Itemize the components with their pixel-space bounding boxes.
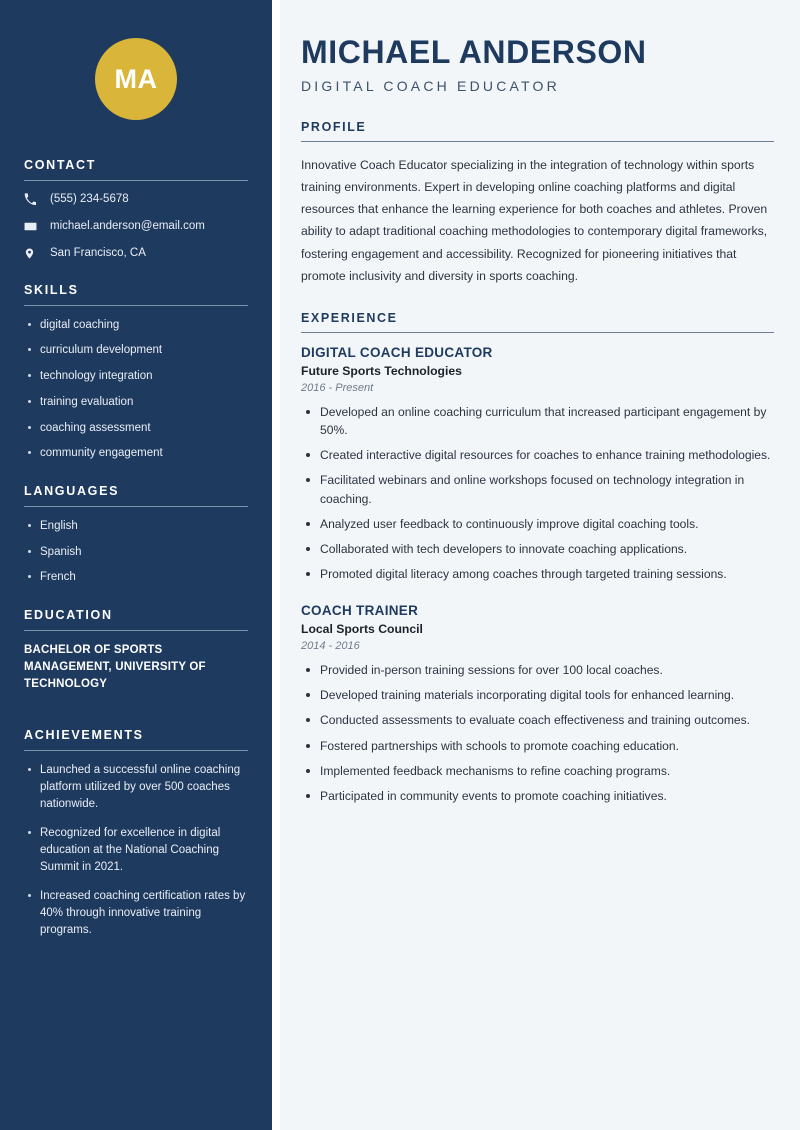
achievements-list <box>24 762 248 939</box>
sidebar-section-languages <box>24 484 248 586</box>
skills-heading: SKILLS <box>24 282 79 297</box>
experience-heading: EXPERIENCE <box>301 311 398 326</box>
profile-text: Innovative Coach Educator specializing in the integration of technology within sports training environments. Expert in developing online coaching platforms and digital resources that enhance the learning experience for both coaches and athletes. Proven ability to adapt traditional coaching methodologies to contemporary digital frameworks, fostering engagement and accessibility. Recognized for pioneering initiatives that promote inclusivity and diversity in sports coaching. <box>301 157 768 283</box>
list-item: Increased coaching certification rates by 40% through innovative training programs. <box>24 888 248 939</box>
experience-dates: 2016 - Present <box>301 382 374 395</box>
list-item: French <box>24 569 248 586</box>
contact-email-value: michael.anderson@email.com <box>50 219 205 232</box>
experience-title: COACH TRAINER <box>301 603 419 619</box>
sidebar-section-achievements <box>24 728 248 939</box>
list-item: Created interactive digital resources for coaches to enhance training methodologies. <box>301 446 774 464</box>
experience-company: Future Sports Technologies <box>301 364 462 379</box>
education-heading: EDUCATION <box>24 607 113 622</box>
page-title: MICHAEL ANDERSON <box>301 34 647 70</box>
main-content <box>280 0 800 1130</box>
avatar-container <box>24 0 248 158</box>
achievements-heading: ACHIEVEMENTS <box>24 727 144 742</box>
skills-list <box>24 317 248 462</box>
list-item: Recognized for excellence in digital education at the National Coaching Summit in 2021. <box>24 825 248 876</box>
list-item: Developed training materials incorporating digital tools for enhanced learning. <box>301 686 774 704</box>
list-item: Analyzed user feedback to continuously improve digital coaching tools. <box>301 515 774 533</box>
achievements-divider <box>24 750 248 751</box>
education-divider <box>24 630 248 631</box>
experience-entry <box>301 603 774 805</box>
list-item: Promoted digital literacy among coaches through targeted training sessions. <box>301 565 774 583</box>
contact-row-email <box>24 219 248 234</box>
main-section-experience <box>301 311 774 805</box>
experience-dates: 2014 - 2016 <box>301 640 360 653</box>
contact-divider <box>24 180 248 181</box>
languages-heading: LANGUAGES <box>24 483 120 498</box>
list-item: Fostered partnerships with schools to promote coaching education. <box>301 737 774 755</box>
list-item: Spanish <box>24 544 248 561</box>
list-item: Developed an online coaching curriculum that increased participant engagement by 50%. <box>301 403 774 439</box>
languages-divider <box>24 506 248 507</box>
list-item: digital coaching <box>24 317 248 334</box>
languages-list <box>24 518 248 586</box>
contact-heading: CONTACT <box>24 158 97 172</box>
list-item: Implemented feedback mechanisms to refine coaching programs. <box>301 762 774 780</box>
sidebar <box>0 0 272 1130</box>
avatar: MA <box>95 38 177 120</box>
contact-row-phone <box>24 192 248 207</box>
list-item: Facilitated webinars and online workshops focused on technology integration in coaching. <box>301 471 774 507</box>
experience-company: Local Sports Council <box>301 622 423 637</box>
list-item: community engagement <box>24 445 248 462</box>
list-item: English <box>24 518 248 535</box>
job-subtitle: DIGITAL COACH EDUCATOR <box>301 77 560 94</box>
experience-bullets <box>301 403 774 583</box>
list-item: training evaluation <box>24 394 248 411</box>
list-item: coaching assessment <box>24 420 248 437</box>
experience-entry <box>301 345 774 583</box>
experience-bullets <box>301 661 774 805</box>
education-entry: BACHELOR OF SPORTS MANAGEMENT, UNIVERSITY OF TECHNOLOGY <box>24 643 206 691</box>
sidebar-section-skills <box>24 283 248 462</box>
list-item: curriculum development <box>24 342 248 359</box>
phone-icon <box>24 193 42 205</box>
location-pin-icon <box>24 247 42 260</box>
sidebar-section-contact <box>24 158 248 261</box>
sidebar-section-education <box>24 608 248 694</box>
profile-divider <box>301 141 774 142</box>
list-item: Launched a successful online coaching platform utilized by over 500 coaches nationwide. <box>24 762 248 813</box>
experience-divider <box>301 332 774 333</box>
contact-phone-value: (555) 234-5678 <box>50 193 129 205</box>
envelope-icon <box>24 220 42 233</box>
list-item: technology integration <box>24 368 248 385</box>
profile-heading: PROFILE <box>301 119 367 134</box>
contact-row-location <box>24 246 248 261</box>
skills-divider <box>24 305 248 306</box>
list-item: Conducted assessments to evaluate coach effectiveness and training outcomes. <box>301 711 774 729</box>
list-item: Collaborated with tech developers to innovate coaching applications. <box>301 540 774 558</box>
experience-title: DIGITAL COACH EDUCATOR <box>301 345 493 361</box>
contact-location-value: San Francisco, CA <box>50 246 146 259</box>
list-item: Participated in community events to promote coaching initiatives. <box>301 787 774 805</box>
list-item: Provided in-person training sessions for over 100 local coaches. <box>301 661 774 679</box>
sidebar-main-gap <box>272 0 280 1130</box>
main-section-profile <box>301 120 774 287</box>
